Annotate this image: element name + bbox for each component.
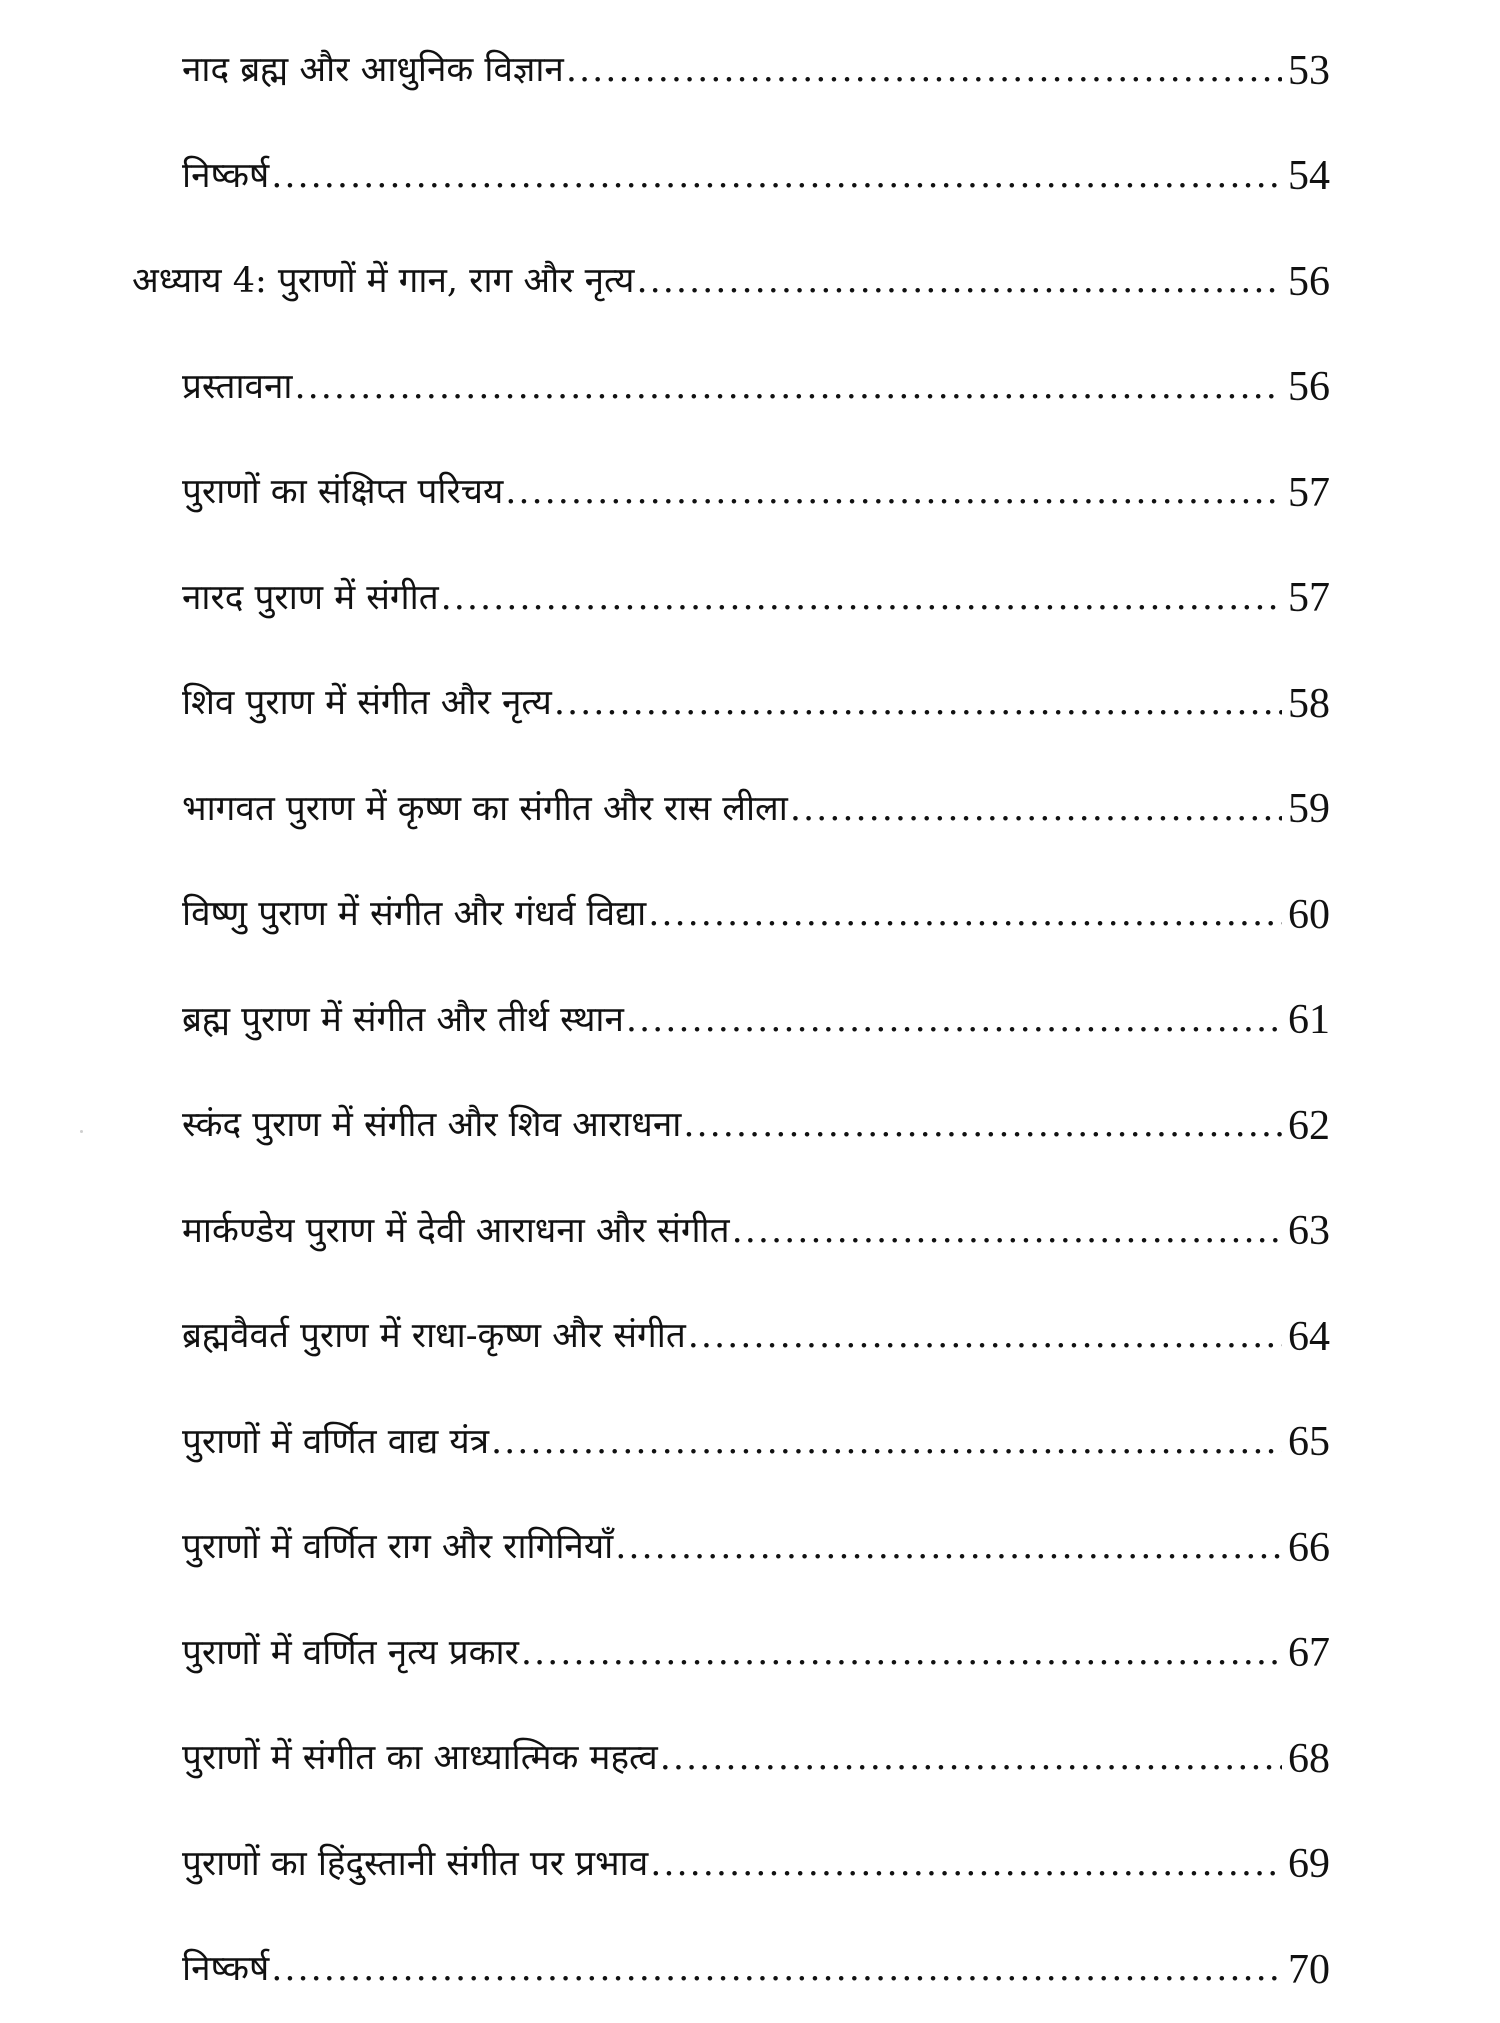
toc-entry-title: भागवत पुराण में कृष्ण का संगीत और रास लीला (182, 788, 788, 829)
toc-entry-title: निष्कर्ष (182, 155, 270, 196)
toc-section-entry (0, 1179, 1500, 1285)
toc-entry-title: पुराणों का संक्षिप्त परिचय (182, 472, 504, 513)
toc-entry-title: अध्याय 4: पुराणों में गान, राग और नृत्य (132, 261, 635, 302)
toc-section-entry (0, 335, 1500, 441)
toc-entry-title: ब्रह्मवैवर्त पुराण में राधा-कृष्ण और संगीत (182, 1316, 686, 1357)
toc-entry-title: ब्रह्म पुराण में संगीत और तीर्थ स्थान (182, 999, 624, 1040)
scan-speck (80, 1130, 83, 1133)
toc-page-number: 64 (1288, 1313, 1330, 1360)
toc-entry-title: प्रस्तावना (182, 366, 293, 407)
toc-page-number: 61 (1288, 997, 1330, 1044)
toc-page-number: 57 (1288, 575, 1330, 622)
toc-page-number: 65 (1288, 1419, 1330, 1466)
toc-section-entry (0, 862, 1500, 968)
toc-entry-title: विष्णु पुराण में संगीत और गंधर्व विद्या (182, 894, 647, 935)
toc-entry-title: पुराणों में वर्णित वाद्य यंत्र (182, 1421, 490, 1462)
toc-entry-title: पुराणों का हिंदुस्तानी संगीत पर प्रभाव (182, 1843, 649, 1884)
toc-page-number: 70 (1288, 1946, 1330, 1993)
toc-dot-leader (505, 475, 1282, 510)
toc-page-number: 56 (1288, 364, 1330, 411)
toc-section-entry (0, 18, 1500, 124)
toc-section-entry (0, 968, 1500, 1074)
toc-page-number: 56 (1288, 258, 1330, 305)
toc-page-number: 68 (1288, 1735, 1330, 1782)
toc-dot-leader (441, 581, 1282, 616)
toc-section-entry (0, 1390, 1500, 1496)
toc-page-number: 69 (1288, 1841, 1330, 1888)
toc-entry-title: निष्कर्ष (182, 1949, 270, 1990)
toc-page-number: 57 (1288, 469, 1330, 516)
toc-section-entry (0, 757, 1500, 863)
toc-section-entry (0, 1812, 1500, 1918)
toc-entry-title: नारद पुराण में संगीत (182, 577, 439, 618)
toc-dot-leader (626, 1003, 1282, 1038)
toc-page-number: 62 (1288, 1102, 1330, 1149)
toc-page-number: 67 (1288, 1630, 1330, 1677)
toc-entry-title: पुराणों में संगीत का आध्यात्मिक महत्व (182, 1738, 658, 1779)
toc-entry-title: पुराणों में वर्णित राग और रागिनियाँ (182, 1527, 614, 1568)
toc-entry-title: पुराणों में वर्णित नृत्य प्रकार (182, 1632, 519, 1673)
toc-section-entry (0, 1284, 1500, 1390)
toc-entry-title: नाद ब्रह्म और आधुनिक विज्ञान (182, 50, 564, 91)
toc-chapter-entry (0, 229, 1500, 335)
toc-dot-leader (295, 370, 1283, 405)
toc-page-number: 59 (1288, 786, 1330, 833)
toc-dot-leader (521, 1636, 1282, 1671)
toc-page-number: 63 (1288, 1208, 1330, 1255)
toc-dot-leader (660, 1741, 1282, 1776)
table-of-contents (0, 18, 1500, 2023)
toc-section-entry (0, 1601, 1500, 1707)
toc-page-number: 60 (1288, 891, 1330, 938)
toc-entry-title: स्कंद पुराण में संगीत और शिव आराधना (182, 1105, 682, 1146)
toc-dot-leader (650, 1847, 1282, 1882)
toc-section-entry (0, 1073, 1500, 1179)
toc-section-entry (0, 1706, 1500, 1812)
toc-entry-title: शिव पुराण में संगीत और नृत्य (182, 683, 552, 724)
toc-dot-leader (566, 53, 1282, 88)
toc-dot-leader (732, 1214, 1282, 1249)
toc-section-entry (0, 1495, 1500, 1601)
toc-entry-title: मार्कण्डेय पुराण में देवी आराधना और संगीत (182, 1210, 730, 1251)
toc-section-entry (0, 546, 1500, 652)
toc-dot-leader (683, 1108, 1282, 1143)
toc-section-entry (0, 1917, 1500, 2023)
toc-page-number: 53 (1288, 47, 1330, 94)
toc-dot-leader (648, 897, 1282, 932)
toc-dot-leader (491, 1425, 1282, 1460)
toc-page-number: 66 (1288, 1524, 1330, 1571)
toc-dot-leader (554, 686, 1282, 721)
toc-dot-leader (615, 1530, 1282, 1565)
toc-dot-leader (636, 264, 1282, 299)
toc-section-entry (0, 651, 1500, 757)
toc-section-entry (0, 124, 1500, 230)
toc-dot-leader (271, 159, 1282, 194)
toc-dot-leader (790, 792, 1282, 827)
toc-dot-leader (688, 1319, 1282, 1354)
toc-dot-leader (271, 1952, 1282, 1987)
toc-section-entry (0, 440, 1500, 546)
toc-page-number: 54 (1288, 153, 1330, 200)
toc-page-number: 58 (1288, 680, 1330, 727)
